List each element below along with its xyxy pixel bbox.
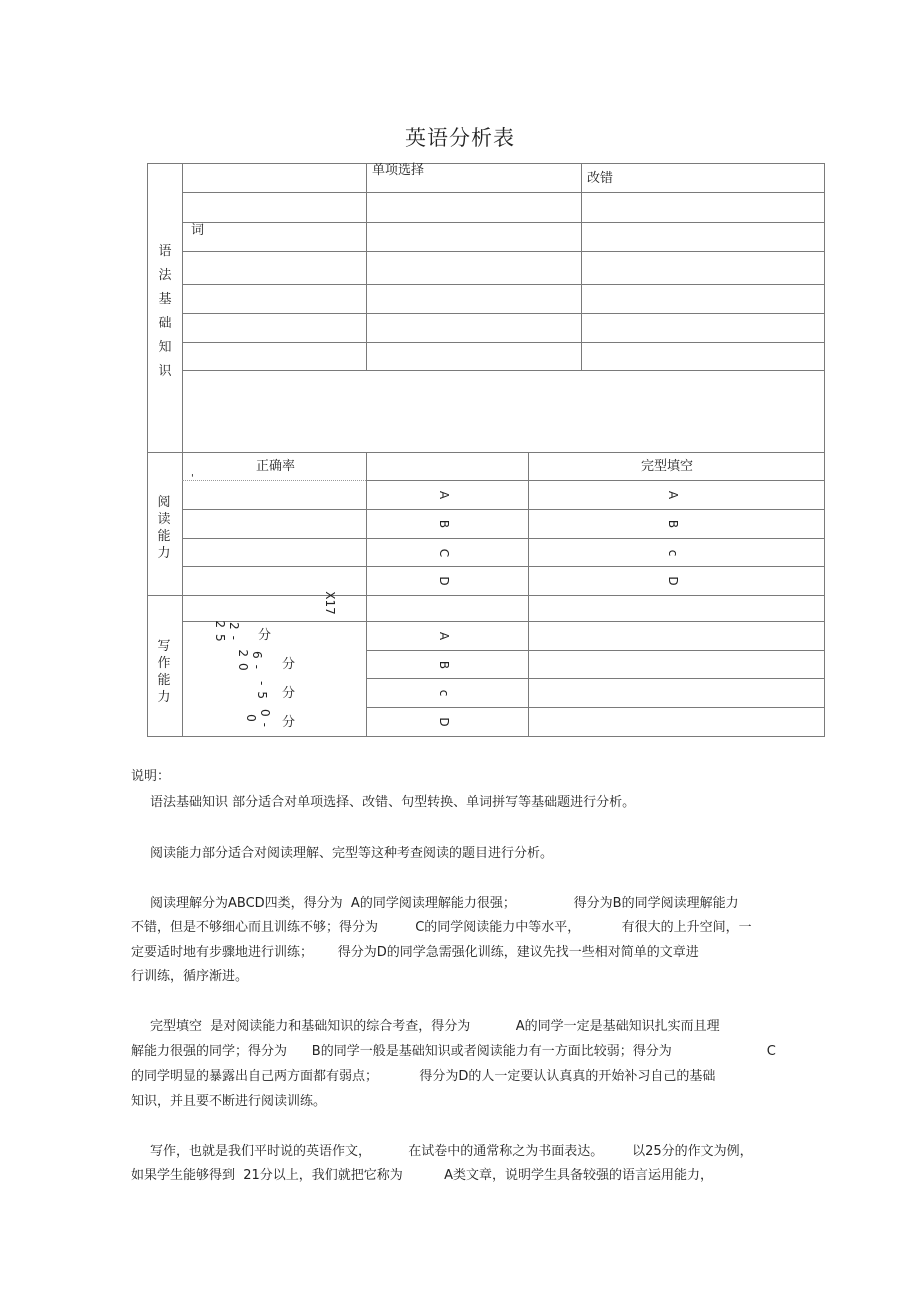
p5-line-1: 写作，也就是我们平时说的英语作文， 在试卷中的通常称之为书面表达。 以25分的作文为例， (150, 1144, 753, 1159)
writing-unit-2: 分 (282, 657, 296, 672)
writing-range-4: 0-0 (244, 709, 272, 733)
cloze-grade-b: B (666, 519, 680, 529)
col-correction: 改错 (587, 171, 614, 186)
writing-unit-4: 分 (282, 715, 296, 730)
writing-grade-b: B (437, 660, 451, 670)
col-cloze: 完型填空 (641, 459, 694, 474)
writing-side-label: 写作能力 (157, 639, 171, 705)
p3-line-3: 定要适时地有步骤地进行训练； 得分为D的同学急需强化训练，建议先找一些相对简单的文章进 (131, 945, 699, 960)
p3-line-2: 不错，但是不够细心而且训练不够；得分为 C的同学阅读能力中等水平， 有很大的上升空间，一 (131, 920, 752, 935)
page-title: 英语分析表 (405, 126, 515, 150)
writing-grade-c: c (437, 689, 451, 697)
grammar-side-label: 语法基础知识 (158, 244, 172, 379)
col-single-choice: 单项选择 (372, 163, 425, 178)
notes-heading: 说明： (131, 769, 171, 784)
cloze-grade-a: A (666, 490, 680, 500)
reading-grade-a: A (437, 490, 451, 500)
writing-grade-d: D (437, 717, 451, 727)
writing-range-3: -5 (255, 681, 269, 705)
reading-grade-c: C (437, 548, 451, 558)
p4-line-4: 知识，并且要不断进行阅读训练。 (131, 1094, 327, 1109)
col-accuracy: 正确率 (256, 459, 296, 474)
writing-range-1: 2-25 (213, 620, 241, 648)
writing-range-2: 6-20 (236, 649, 264, 677)
cloze-grade-d: D (666, 576, 680, 586)
notes-paragraph-2: 阅读能力部分适合对阅读理解、完型等这种考查阅读的题目进行分析。 (150, 846, 554, 861)
p5-line-2: 如果学生能够得到 21分以上，我们就把它称为 A类文章，说明学生具备较强的语言运用能力， (131, 1168, 714, 1183)
reading-mark: ' (191, 473, 194, 484)
writing-unit-1: 分 (258, 628, 272, 643)
p4-line-1: 完型填空 是对阅读能力和基础知识的综合考查，得分为 A的同学一定是基础知识扎实而且理 (150, 1019, 720, 1034)
writing-unit-3: 分 (282, 686, 296, 701)
reading-grade-b: B (437, 519, 451, 529)
cloze-grade-c: c (666, 549, 680, 557)
reading-side-label: 阅读能力 (157, 495, 171, 561)
writing-header-rotated: X17 (323, 591, 337, 615)
row-word-label: 词 (191, 223, 205, 238)
p3-line-1: 阅读理解分为ABCD四类，得分为 A的同学阅读理解能力很强； 得分为B的同学阅读理解能力 (150, 896, 739, 911)
p3-line-4: 行训练，循序渐进。 (131, 969, 249, 984)
p4-line-3: 的同学明显的暴露出自己两方面都有弱点； 得分为D的人一定要认认真真的开始补习自己的基础 (131, 1069, 716, 1084)
p4-line-2: 解能力很强的同学；得分为 B的同学一般是基础知识或者阅读能力有一方面比较弱；得分为 C (131, 1044, 776, 1059)
notes-paragraph-1: 语法基础知识 部分适合对单项选择、改错、句型转换、单词拼写等基础题进行分析。 (150, 795, 636, 810)
reading-grade-d: D (437, 576, 451, 586)
writing-grade-a: A (437, 631, 451, 641)
